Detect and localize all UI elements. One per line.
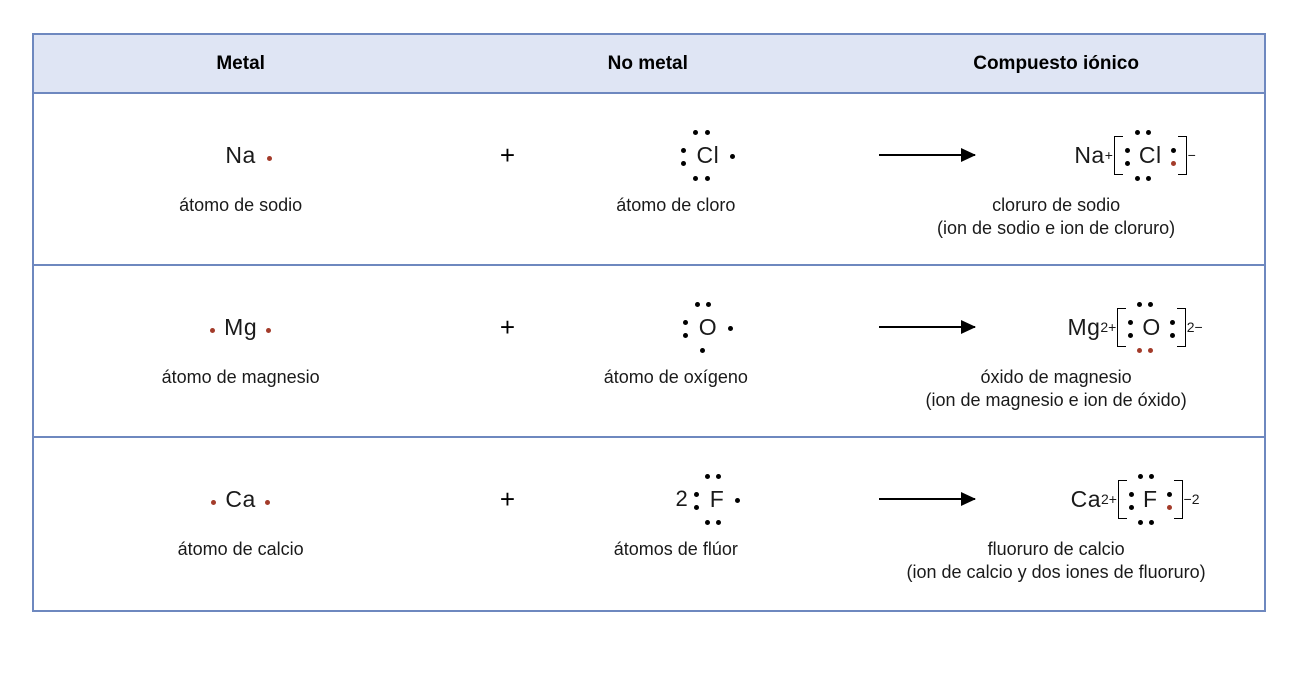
valence-dot	[1171, 148, 1176, 153]
valence-dot	[705, 130, 710, 135]
valence-dot	[1146, 130, 1151, 135]
compound-lewis-structure	[1006, 116, 1264, 194]
compound-caption	[848, 366, 1264, 411]
valence-dot	[693, 176, 698, 181]
valence-dot	[1135, 130, 1140, 135]
cation-charge: 2+	[1100, 319, 1117, 335]
metal-cell	[34, 438, 447, 561]
valence-dot	[681, 161, 686, 166]
lewis-ca	[213, 486, 267, 513]
valence-dot	[706, 302, 711, 307]
lewis-cl-anion	[1125, 142, 1176, 169]
metal-caption: átomo de magnesio	[161, 367, 320, 387]
lewis-mg	[212, 314, 269, 341]
nonmetal-lewis-structure	[568, 288, 849, 366]
valence-dot	[1149, 474, 1154, 479]
cation-symbol: Ca	[1070, 485, 1102, 512]
valence-dot	[683, 333, 688, 338]
nonmetal-caption: átomo de oxígeno	[603, 367, 748, 387]
ionic-compound-formation-table	[32, 33, 1266, 612]
plus-operator-wrap	[447, 288, 567, 366]
valence-dot	[267, 156, 272, 161]
ion-group	[1071, 480, 1200, 519]
ion-group	[1074, 136, 1196, 175]
transferred-electron-dot	[1148, 348, 1153, 353]
plus-symbol: +	[499, 311, 515, 342]
valence-dot	[1167, 492, 1172, 497]
anion-bracket	[1114, 136, 1187, 175]
plus-symbol: +	[499, 139, 515, 170]
lewis-na	[223, 142, 257, 169]
compound-ions: (ion de magnesio e ion de óxido)	[925, 389, 1187, 410]
nonmetal-cell	[447, 94, 848, 217]
compound-name: óxido de magnesio	[980, 367, 1132, 387]
valence-dot	[695, 302, 700, 307]
metal-lewis-structure	[34, 116, 447, 194]
valence-dot	[1129, 492, 1134, 497]
valence-dot	[693, 130, 698, 135]
column-header-compound: Compuesto iónico	[973, 53, 1139, 74]
compound-caption	[848, 538, 1264, 583]
nonmetal-lewis-structure	[568, 460, 849, 538]
plus-symbol: +	[499, 483, 515, 514]
compound-ions: (ion de sodio e ion de cloruro)	[937, 217, 1176, 238]
plus-operator-wrap	[447, 116, 567, 194]
anion-charge: 2−	[1186, 319, 1203, 335]
valence-dot	[700, 348, 705, 353]
valence-dot	[705, 474, 710, 479]
valence-dot	[210, 328, 215, 333]
valence-dot	[683, 320, 688, 325]
reaction-arrow-wrap	[848, 460, 1006, 538]
compound-cell	[848, 438, 1264, 583]
nonmetal-cell	[447, 438, 848, 561]
table-row	[34, 94, 1264, 266]
compound-name: fluoruro de calcio	[987, 539, 1125, 559]
column-header-nonmetal: No metal	[607, 53, 688, 74]
table-header-row	[34, 35, 1264, 94]
nonmetal-caption: átomos de flúor	[613, 539, 738, 559]
valence-dot	[694, 492, 699, 497]
anion-subscript: 2	[1191, 491, 1200, 507]
valence-dot	[1128, 320, 1133, 325]
valence-dot	[1137, 302, 1142, 307]
column-header-metal: Metal	[216, 53, 265, 74]
metal-caption: átomo de calcio	[177, 539, 304, 559]
element-symbol: Mg	[224, 313, 258, 340]
lewis-f-anion	[1129, 486, 1172, 513]
stoichiometric-coefficient: 2	[675, 486, 688, 511]
compound-ions: (ion de calcio y dos iones de fluoruro)	[906, 561, 1206, 582]
valence-dot	[1138, 474, 1143, 479]
lewis-o	[683, 314, 733, 341]
transferred-electron-dot	[1137, 348, 1142, 353]
compound-cell	[848, 94, 1264, 239]
lewis-f	[694, 486, 741, 513]
reaction-arrow-icon	[879, 498, 975, 500]
cation-symbol: Mg	[1067, 313, 1101, 340]
table-row	[34, 266, 1264, 438]
reaction-arrow-icon	[879, 326, 975, 328]
anion-symbol: O	[1142, 313, 1161, 340]
valence-dot	[681, 148, 686, 153]
valence-dot	[1129, 505, 1134, 510]
valence-dot	[1170, 320, 1175, 325]
metal-lewis-structure	[34, 288, 447, 366]
valence-dot	[265, 500, 270, 505]
transferred-electron-dot	[1171, 161, 1176, 166]
anion-bracket	[1117, 308, 1185, 347]
anion-charge: −	[1183, 491, 1192, 507]
nonmetal-lewis-structure	[568, 116, 849, 194]
reaction-arrow-wrap	[848, 288, 1006, 366]
compound-name: cloruro de sodio	[992, 195, 1121, 215]
anion-charge: −	[1187, 147, 1196, 163]
cation-symbol: Na	[1074, 141, 1105, 168]
valence-dot	[730, 154, 735, 159]
transferred-electron-dot	[1167, 505, 1172, 510]
metal-lewis-structure	[34, 460, 447, 538]
compound-lewis-structure	[1006, 460, 1264, 538]
nonmetal-caption: átomo de cloro	[616, 195, 736, 215]
cation-charge: 2+	[1101, 491, 1117, 507]
plus-operator-wrap	[447, 460, 567, 538]
valence-dot	[1128, 333, 1133, 338]
element-symbol: O	[698, 313, 718, 340]
reaction-arrow-icon	[879, 154, 975, 156]
compound-lewis-structure	[1006, 288, 1264, 366]
anion-symbol: F	[1142, 485, 1158, 512]
valence-dot	[1135, 176, 1140, 181]
valence-dot	[1138, 520, 1143, 525]
anion-symbol: Cl	[1138, 141, 1162, 168]
valence-dot	[716, 520, 721, 525]
element-symbol: Ca	[225, 485, 256, 512]
lewis-cl	[681, 142, 736, 169]
reaction-arrow-wrap	[848, 116, 1006, 194]
valence-dot	[728, 326, 733, 331]
cation-charge: +	[1104, 147, 1113, 163]
valence-dot	[1125, 148, 1130, 153]
element-symbol: Na	[225, 141, 256, 168]
lewis-o-anion	[1128, 314, 1174, 341]
valence-dot	[705, 176, 710, 181]
element-symbol: Cl	[696, 141, 720, 168]
valence-dot	[266, 328, 271, 333]
ion-group	[1067, 308, 1202, 347]
metal-cell	[34, 266, 447, 389]
nonmetal-cell	[447, 266, 848, 389]
metal-caption: átomo de sodio	[179, 195, 303, 215]
element-symbol: F	[709, 485, 725, 512]
metal-cell	[34, 94, 447, 217]
valence-dot	[1148, 302, 1153, 307]
valence-dot	[1170, 333, 1175, 338]
valence-dot	[1125, 161, 1130, 166]
valence-dot	[735, 498, 740, 503]
table-row	[34, 438, 1264, 610]
compound-caption	[848, 194, 1264, 239]
compound-cell	[848, 266, 1264, 411]
valence-dot	[211, 500, 216, 505]
anion-bracket	[1118, 480, 1183, 519]
valence-dot	[716, 474, 721, 479]
valence-dot	[705, 520, 710, 525]
valence-dot	[1149, 520, 1154, 525]
valence-dot	[1146, 176, 1151, 181]
valence-dot	[694, 505, 699, 510]
